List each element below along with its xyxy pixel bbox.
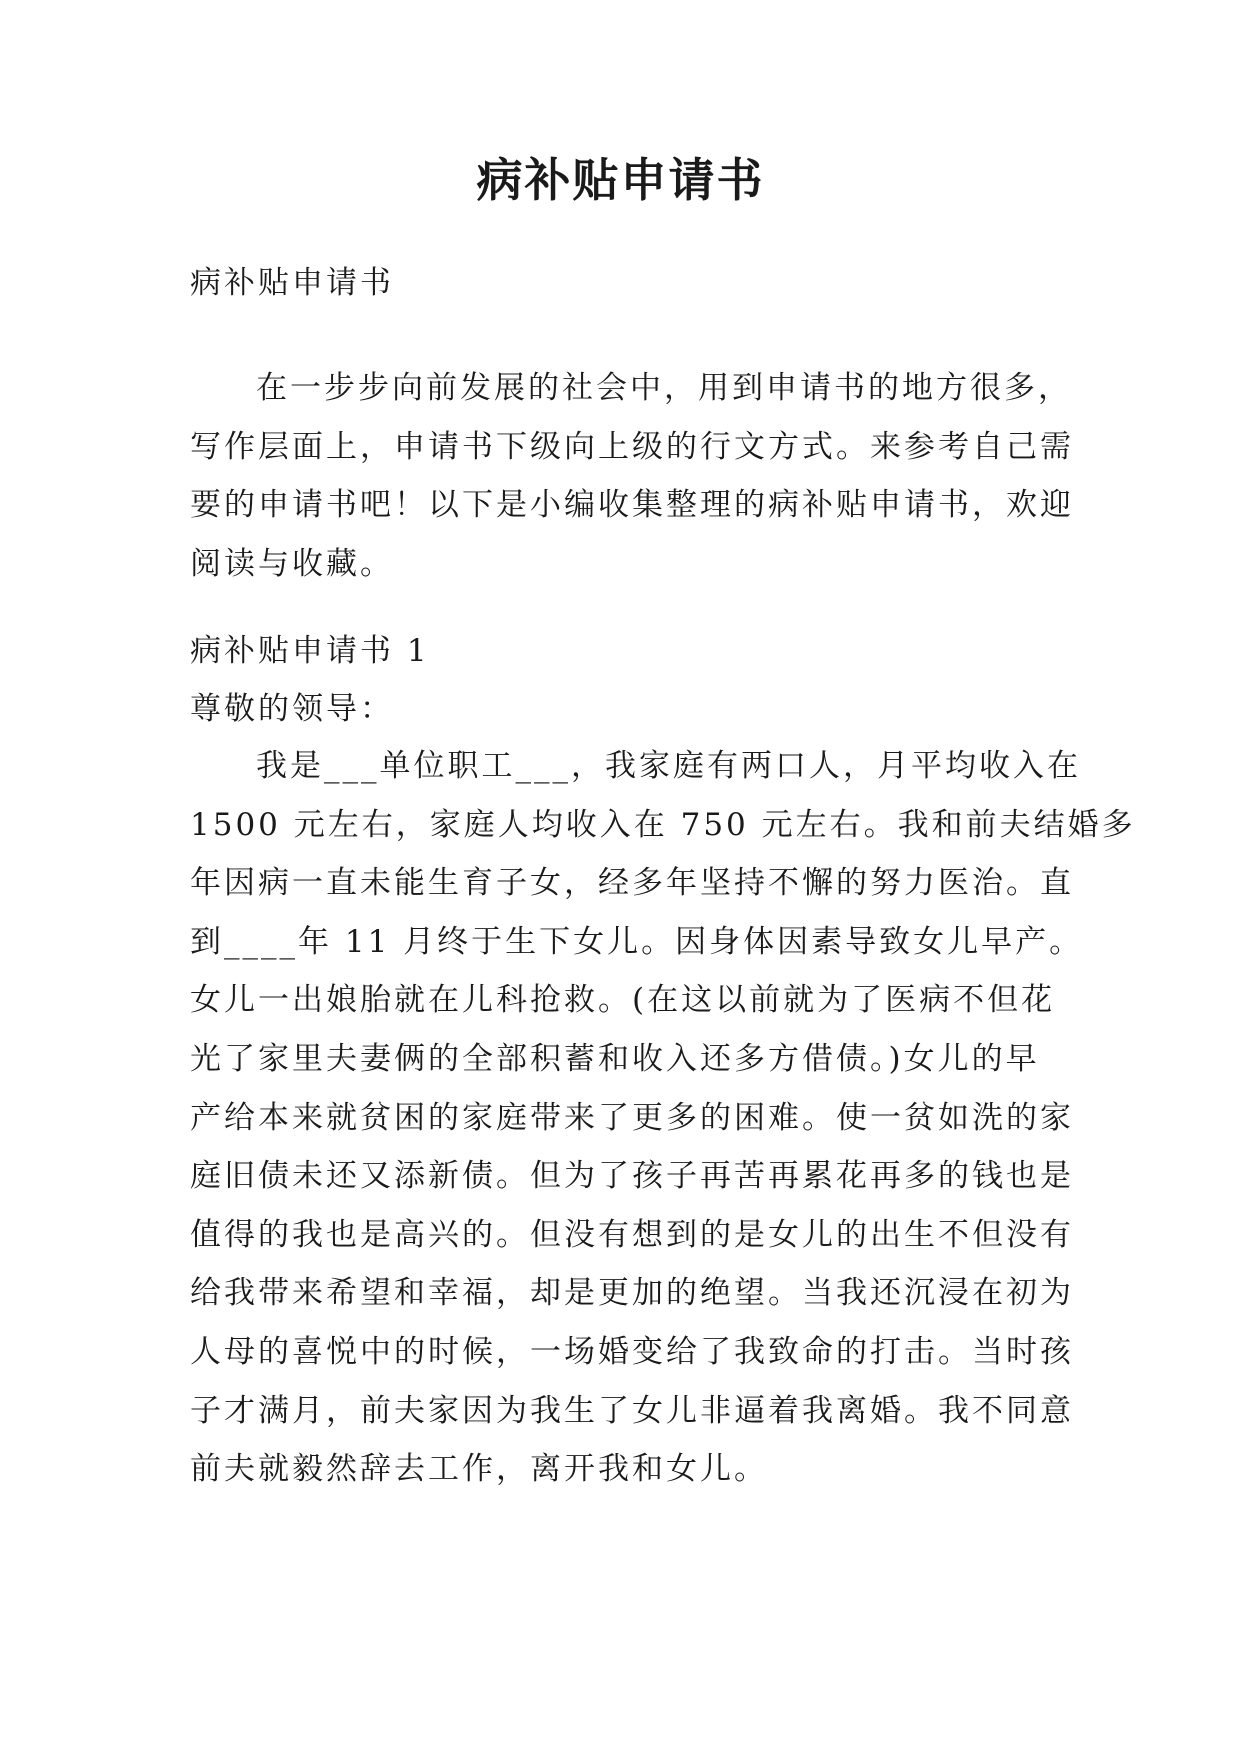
body-line: 庭旧债未还又添新债。但为了孩子再苦再累花再多的钱也是	[190, 1158, 1074, 1195]
body-line: 子才满月，前夫家因为我生了女儿非逼着我离婚。我不同意	[190, 1392, 1074, 1429]
intro-paragraph	[190, 359, 1074, 593]
body-line: 前夫就毅然辞去工作，离开我和女儿。	[190, 1451, 768, 1488]
intro-line: 写作层面上，申请书下级向上级的行文方式。来参考自己需	[190, 428, 1074, 465]
section-heading: 病补贴申请书 1	[190, 633, 430, 669]
body-line: 1500 元左右，家庭人均收入在 750 元左右。我和前夫结婚多	[190, 806, 1136, 843]
body-line: 给我带来希望和幸福，却是更加的绝望。当我还沉浸在初为	[190, 1275, 1074, 1312]
document-title: 病补贴申请书	[476, 153, 765, 207]
body-paragraph	[190, 737, 1136, 1499]
body-line: 女儿一出娘胎就在儿科抢救。(在这以前就为了医病不但花	[190, 982, 1056, 1019]
body-line: 年因病一直未能生育子女，经多年坚持不懈的努力医治。直	[190, 865, 1074, 902]
body-line: 人母的喜悦中的时候，一场婚变给了我致命的打击。当时孩	[190, 1333, 1074, 1370]
body-line: 产给本来就贫困的家庭带来了更多的困难。使一贫如洗的家	[190, 1099, 1074, 1136]
body-line: 值得的我也是高兴的。但没有想到的是女儿的出生不但没有	[190, 1216, 1074, 1253]
body-line: 光了家里夫妻俩的全部积蓄和收入还多方借债。)女儿的早	[190, 1040, 1040, 1077]
body-line: 到____年 11 月终于生下女儿。因身体因素导致女儿早产。	[190, 923, 1084, 960]
body-line: 我是___单位职工___，我家庭有两口人，月平均收入在	[256, 748, 1081, 784]
intro-line: 要的申请书吧！以下是小编收集整理的病补贴申请书，欢迎	[190, 487, 1074, 524]
intro-line: 阅读与收藏。	[190, 545, 394, 582]
salutation: 尊敬的领导：	[190, 691, 394, 727]
intro-line: 在一步步向前发展的社会中，用到申请书的地方很多，	[256, 370, 1072, 406]
document-subtitle: 病补贴申请书	[190, 265, 394, 301]
